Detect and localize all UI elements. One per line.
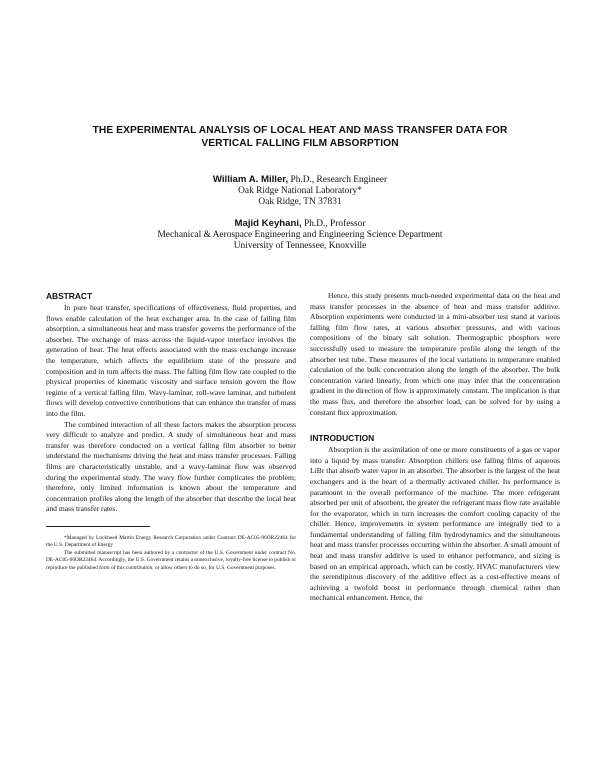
title-line-1: THE EXPERIMENTAL ANALYSIS OF LOCAL HEAT AND MASS TRANSFER DATA FOR: [92, 125, 508, 136]
author-2-name: Majid Keyhani,: [234, 217, 302, 229]
author-2-credential: Ph.D., Professor: [301, 218, 366, 229]
footnote-copyright: The submitted manuscript has been authored by a contractor of the U.S. Government under contract No. DE-AC05-96OR22464. Accordingly, the U.S. Government retains a nonexclusive, royalty-free license to publish or reproduce the published form of this contribution, or allow others to do so, for U.S. Government purposes.: [46, 549, 296, 571]
author-2-address: University of Tennessee, Knoxville: [233, 241, 367, 252]
author-1-name: William A. Miller,: [212, 174, 289, 185]
abstract-paragraph-1: In pure heat transfer, specifications of effectiveness, fluid properties, and flows enable calculation of the heat exchanger area. In the case of falling film absorption, a simultaneous heat and mass transfer governs the performance of the absorber. The exchange of mass across the liquid-vapor interface involves the generation of heat. The heat effects associated with the mass exchange increase the temperature, which affects the equilibrium state of the pressure and composition and in turn affects the mass. The falling film flow rate coupled to the physical properties of kinematic viscosity and surface tension govern the flow regime of a vertical falling film. Wavy-laminar, roll-wave laminar, and turbulent flows will develop convective contributions that can enhance the transfer of mass into the film.: [46, 303, 296, 418]
author-1-address: Oak Ridge, TN 37831: [258, 197, 342, 208]
footnote-rule: [46, 526, 150, 527]
right-column: [310, 291, 560, 604]
abstract-continuation-paragraph: Hence, this study presents much-needed experimental data on the heat and mass transfer processes in the absence of heat and mass transfer additive. Absorption experiments were conducted in a mini-absorber test stand at various falling film flow rates, at various absorber pressures, and with various compositions of the binary salt solution. Thermographic phosphors were successfully used to measure the temperature profile along the length of the absorber test tube. These measures of the local variations in temperature enabled calculation of the bulk concentration along the length of the absorber. The bulk concentration varied linearly, from which one may infer that the concentration gradient in the direction of flow is approximately constant. The implication is that the mass flux, and therefore the absorber load, can be solved for by using a constant flux approximation.: [310, 291, 560, 417]
title-line-2: VERTICAL FALLING FILM ABSORPTION: [201, 138, 399, 149]
author-1-affiliation: Oak Ridge National Laboratory*: [238, 186, 362, 197]
left-column: [46, 291, 296, 572]
paper-title: [40, 124, 560, 150]
introduction-paragraph: Absorption is the assimilation of one or more constituents of a gas or vapor into a liquid by mass transfer. Absorption chillers use falling films of aqueous LiBr that absorb water vapor in an absorber. The absorber is the largest of the heat exchangers and is the heart of a thermally activated chiller. Its performance is paramount to the overall performance of the machine. The more refrigerant absorbed per unit of absorbent, the greater the refrigerant mass flow rate available for the evaporator, which in turn increases the comfort cooling capacity of the chiller. Hence, improvements in system performance are integrally tied to a fundamental understanding of falling film hydrodynamics and the simultaneous heat and mass transfer processes occurring within the absorber. A small amount of heat and mass transfer additive is used to enhance performance, and sizing is based on an empirical approach, which can be costly. HVAC manufacturers view the serendipitous discovery of the additive effect as a cost-effective means of achieving a twofold boost in performance through chemical rather than mechanical enhancement. Hence, the: [310, 445, 560, 603]
author-1-line: [40, 174, 560, 186]
author-2-line: [40, 218, 560, 230]
abstract-paragraph-2: The combined interaction of all these factors makes the absorption process very difficult to analyze and predict. A study of simultaneous heat and mass transfer was therefore conducted on a vertical falling film absorber to better understand the mechanisms driving the heat and mass transfer processes. Falling films are characteristically unstable, and a wavy-laminar flow was observed during the experimental study. The wavy flow further complicates the problem; therefore, only limited information is known about the temperature and concentration profiles along the length of the absorber that describe the local heat and mass transfer rates.: [46, 419, 296, 514]
author-block: [40, 174, 560, 252]
author-1-credential: Ph.D., Research Engineer: [288, 175, 388, 185]
abstract-heading: ABSTRACT: [46, 291, 93, 301]
author-2-affiliation: Mechanical & Aerospace Engineering and Engineering Science Department: [157, 229, 443, 240]
introduction-heading: INTRODUCTION: [310, 433, 375, 444]
footnote-management: *Managed by Lockheed Martin Energy Research Corporation under Contract DE-AC05-96OR22464 for the U.S. Department of Energy: [46, 534, 296, 549]
